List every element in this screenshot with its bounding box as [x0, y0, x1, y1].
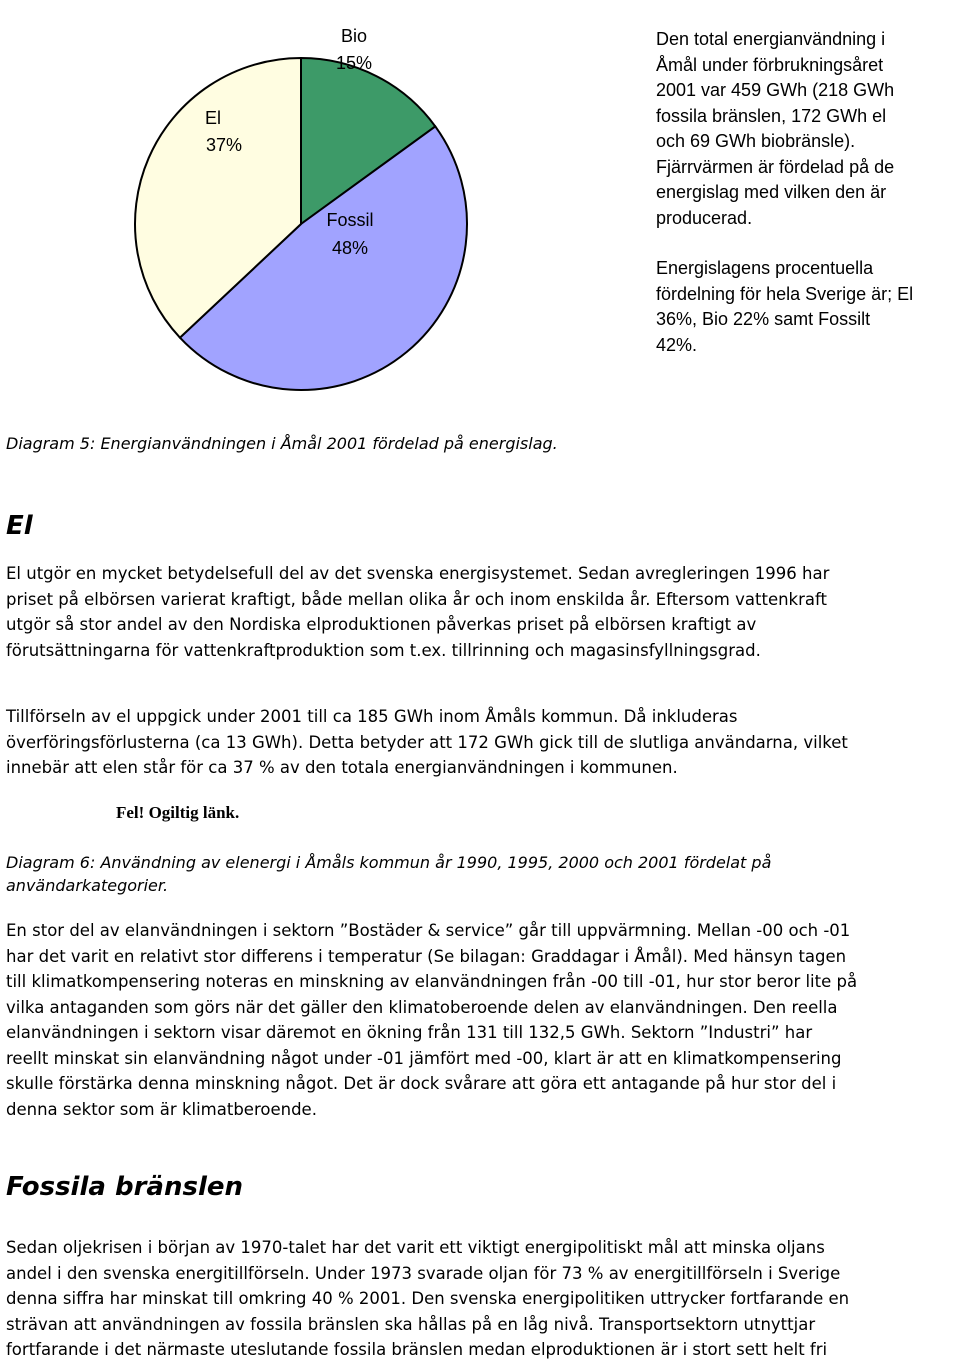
pie-label-el-name: El — [204, 108, 222, 128]
el-paragraph-2: Tillförseln av el uppgick under 2001 till ca 185 GWh inom Åmåls kommun. Då inkluderas överföringsförlusterna (ca 13 GWh). Detta betyder att 172 GWh gick till de slutliga användarna, vilket innebär att elen står för ca 37 % av den totala energianvändningen i kommunen. — [6, 707, 848, 777]
diagram-6-caption: Diagram 6: Användning av elenergi i Åmåls kommun år 1990, 1995, 2000 och 2001 fördelat på användarkategorier. — [6, 853, 772, 895]
side-paragraph-1: Den total energianvändning i Åmål under förbrukningsåret 2001 var 459 GWh (218 GWh fossila bränslen, 172 GWh el och 69 GWh biobränsle). Fjärrvärmen är fördelad på de energislag med vilken den är producerad. — [656, 29, 895, 228]
pie-label-bio-value: 15% — [335, 53, 373, 73]
pie-label-el-value: 37% — [205, 135, 243, 155]
pie-label-fossil-name: Fossil — [326, 210, 374, 230]
pie-slices — [135, 58, 467, 390]
el-paragraph-3: En stor del av elanvändningen i sektorn ”Bostäder & service” går till uppvärmning. Mellan -00 och -01 har det varit en relativt stor differens i temperatur (Se bilagan: Graddagar i Åmål). Med hänsyn tagen till klimatkompensering noteras en minskning av elanvändningen från -00 till -01, hur stor beror lite på vilka antaganden som görs när det gäller den klimatoberoende delen av elanvändningen. Den reella elanvändningen i sektorn visar däremot en ökning från 131 till 132,5 GWh. Sektorn ”Industri” har reellt minskat sin elanvändning något under -01 jämfört med -00, klart är att en klimatkompensering skulle förstärka denna minskning något. Det är dock svårare att göra ett antagande på hur stor del i denna sektor som är klimatberoende. — [6, 921, 858, 1119]
pie-label-bio-name: Bio — [340, 26, 368, 46]
broken-link-error: Fel! Ogiltig länk. — [116, 803, 240, 822]
fossil-paragraph: Sedan oljekrisen i början av 1970-talet har det varit ett viktigt energipolitiskt mål att minska oljans andel i den svenska energitillförseln. Under 1973 svarade oljan för 73 % av energitillförseln i Sverige denna siffra har minskat till omkring 40 % 2001. Den svenska energipolitiken uttrycker fortfarande en strävan att användningen av fossila bränslen ska hållas på en låg nivå. Transportsektorn utnyttjar fortfarande i det närmaste uteslutande fossila bränslen medan elproduktionen är i stort sett helt fri — [6, 1238, 850, 1359]
pie-side-text — [656, 27, 960, 358]
side-paragraph-2: Energislagens procentuella fördelning för hela Sverige är; El 36%, Bio 22% samt Fossilt 42%. — [656, 258, 914, 355]
heading-el: El — [6, 511, 33, 541]
el-paragraph-1: El utgör en mycket betydelsefull del av det svenska energisystemet. Sedan avregleringen 1996 har priset på elbörsen varierat kraftigt, både mellan olika år och inom enskilda år. Eftersom vattenkraft utgör så stor andel av den Nordiska elproduktionen påverkas priset på elbörsen kraftigt av förutsättningarna för vattenkraftproduktion som t.ex. tillrinning och magasinsfyllningsgrad. — [6, 564, 830, 660]
heading-fossila-branslen: Fossila bränslen — [6, 1172, 243, 1202]
pie-chart — [0, 0, 470, 400]
diagram-5-caption: Diagram 5: Energianvändningen i Åmål 2001 fördelad på energislag. — [6, 434, 558, 453]
pie-label-fossil-value: 48% — [331, 238, 369, 258]
